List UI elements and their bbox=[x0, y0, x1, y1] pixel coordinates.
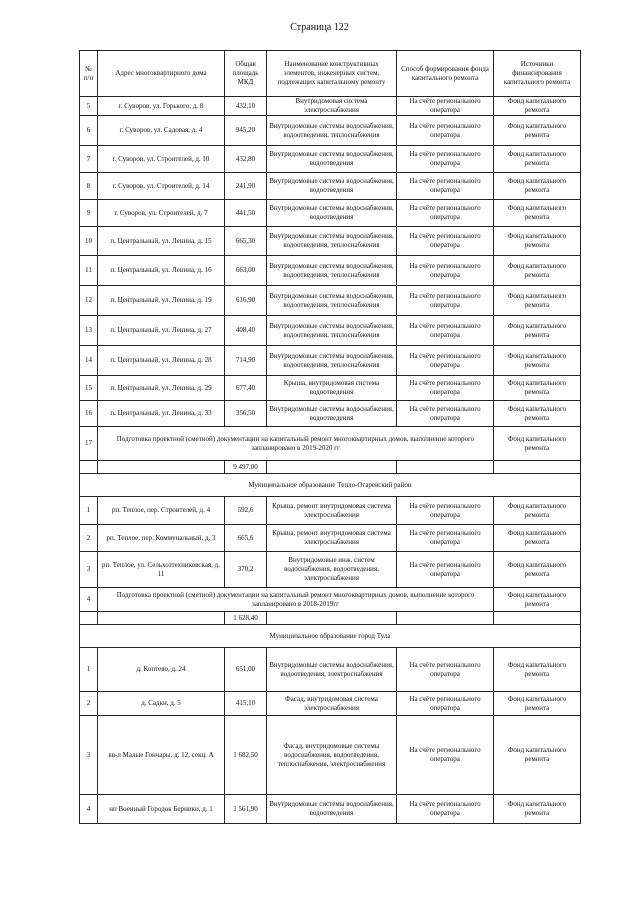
row-source: Фонд капитального ремонта bbox=[494, 588, 581, 612]
row-method: На счёте регионального оператора bbox=[397, 401, 494, 427]
table-row bbox=[80, 286, 581, 316]
row-works: Внутридомовые системы водоснабжения, водоотведения, электроснабжения bbox=[267, 648, 397, 692]
table-row bbox=[80, 648, 581, 692]
row-method: На счёте регионального оператора bbox=[397, 376, 494, 401]
header-works: Наименование конструктивных элементов, инженерных систем, подлежащих капитальному ремонту bbox=[267, 51, 397, 97]
row-address: п. Центральный, ул. Ленина, д. 28 bbox=[98, 346, 225, 376]
row-source: Фонд капитального ремонта bbox=[494, 116, 581, 146]
page-title: Страница 122 bbox=[290, 22, 349, 33]
row-source: Фонд капитального ремонта bbox=[494, 256, 581, 286]
row-address: г. Суворов, ул. Строителей, д. 10 bbox=[98, 146, 225, 173]
row-address: п. Центральный, ул. Ленина, д. 15 bbox=[98, 227, 225, 256]
row-source: Фонд капитального ремонта bbox=[494, 227, 581, 256]
row-area: 665,30 bbox=[225, 227, 267, 256]
row-address: д. Садки, д. 5 bbox=[98, 692, 225, 716]
row-works: Внутридомовые системы водоснабжения, водоотведения bbox=[267, 401, 397, 427]
row-number: 1 bbox=[80, 648, 98, 692]
row-source: Фонд капитального ремонта bbox=[494, 552, 581, 588]
table-row bbox=[80, 346, 581, 376]
row-number: 2 bbox=[80, 525, 98, 552]
row-works: Внутридомовые системы водоснабжения, водоотведения bbox=[267, 146, 397, 173]
table-row bbox=[80, 552, 581, 588]
table-row bbox=[80, 146, 581, 173]
row-method: На счёте регионального оператора bbox=[397, 116, 494, 146]
row-number: 16 bbox=[80, 401, 98, 427]
design-docs-text: Подготовка проектной (сметной) документации на капитальный ремонт многоквартирных домов, выполнение которого запланировано в 2018-2019гг bbox=[98, 588, 494, 612]
table-row bbox=[80, 716, 581, 795]
row-number: 10 bbox=[80, 227, 98, 256]
header-area: Общая площадь МКД bbox=[225, 51, 267, 97]
row-works: Внутридомовые системы водоснабжения, водоотведения bbox=[267, 200, 397, 227]
row-number: 7 bbox=[80, 146, 98, 173]
table-row bbox=[80, 795, 581, 824]
section3-heading bbox=[80, 625, 581, 648]
row-area: 592,6 bbox=[225, 497, 267, 525]
table-row bbox=[80, 97, 581, 116]
row-address: г. Суворов, ул. Строителей, д. 14 bbox=[98, 173, 225, 200]
row-area: 415,10 bbox=[225, 692, 267, 716]
total-empty bbox=[494, 461, 581, 474]
row-area: 616,90 bbox=[225, 286, 267, 316]
row-source: Фонд капитального ремонта bbox=[494, 692, 581, 716]
row-works: Фасад, внутридомовая система электроснабжения bbox=[267, 692, 397, 716]
header-source: Источники финансирования капитального ремонта bbox=[494, 51, 581, 97]
block1-body bbox=[80, 97, 581, 427]
total-empty bbox=[397, 461, 494, 474]
table-row bbox=[80, 525, 581, 552]
total-empty bbox=[98, 612, 225, 625]
section2-heading bbox=[80, 474, 581, 497]
row-source: Фонд капитального ремонта bbox=[494, 200, 581, 227]
row-source: Фонд капитального ремонта bbox=[494, 376, 581, 401]
row-area: 370,2 bbox=[225, 552, 267, 588]
section2-footer bbox=[80, 588, 581, 625]
row-number: 4 bbox=[80, 795, 98, 824]
header-number: № п/п bbox=[80, 51, 98, 97]
table-header-row bbox=[80, 51, 581, 97]
row-method: На счёте регионального оператора bbox=[397, 795, 494, 824]
row-address: нп Военный Городок Берники, д. 1 bbox=[98, 795, 225, 824]
row-area: 714,90 bbox=[225, 346, 267, 376]
row-area: 651,00 bbox=[225, 648, 267, 692]
row-source: Фонд капитального ремонта bbox=[494, 525, 581, 552]
row-number: 3 bbox=[80, 716, 98, 795]
row-address: п. Центральный, ул. Ленина, д. 33 bbox=[98, 401, 225, 427]
row-works: Внутридомовые инж. систем водоснабжения, водоотведения, электроснабжения bbox=[267, 552, 397, 588]
row-source: Фонд капитального ремонта bbox=[494, 146, 581, 173]
row-area: 677,40 bbox=[225, 376, 267, 401]
row-method: На счёте регионального оператора bbox=[397, 97, 494, 116]
row-number: 3 bbox=[80, 552, 98, 588]
row-number: 5 bbox=[80, 97, 98, 116]
row-area: 945,20 bbox=[225, 116, 267, 146]
row-address: г. Суворов, ул. Горького, д. 8 bbox=[98, 97, 225, 116]
row-works: Внутридомовые системы водоснабжения, водоотведения bbox=[267, 795, 397, 824]
total-row bbox=[80, 612, 581, 625]
row-method: На счёте регионального оператора bbox=[397, 173, 494, 200]
row-number: 17 bbox=[80, 427, 98, 461]
block1-footer bbox=[80, 427, 581, 474]
row-number: 12 bbox=[80, 286, 98, 316]
section-header-row bbox=[80, 625, 581, 648]
table-row bbox=[80, 173, 581, 200]
total-empty bbox=[80, 612, 98, 625]
row-address: п. Центральный, ул. Ленина, д. 16 bbox=[98, 256, 225, 286]
total-empty bbox=[494, 612, 581, 625]
capital-repair-table bbox=[79, 50, 581, 824]
table-row bbox=[80, 497, 581, 525]
row-source: Фонд капитального ремонта bbox=[494, 173, 581, 200]
row-method: На счёте регионального оператора bbox=[397, 146, 494, 173]
total-empty bbox=[267, 612, 397, 625]
section-title: Муниципальное образование город Тула bbox=[80, 625, 581, 648]
row-works: Внутридомовые системы водоснабжения, водоотведения bbox=[267, 173, 397, 200]
total-value: 1 628,40 bbox=[225, 612, 267, 625]
row-number: 8 bbox=[80, 173, 98, 200]
row-method: На счёте регионального оператора bbox=[397, 497, 494, 525]
row-works: Фасад, внутридомовые системы водоснабжения, водоотведения, теплоснабжения, электроснабжения bbox=[267, 716, 397, 795]
row-number: 11 bbox=[80, 256, 98, 286]
design-docs-row bbox=[80, 588, 581, 612]
table-row bbox=[80, 401, 581, 427]
header-address: Адрес многоквартирного дома bbox=[98, 51, 225, 97]
row-works: Внутридомовые системы водоснабжения, водоотведения, теплоснабжения bbox=[267, 346, 397, 376]
row-works: Внутридомовые системы водоснабжения, водоотведения, теплоснабжения bbox=[267, 256, 397, 286]
row-works: Внутридомовые системы водоснабжения, водоотведения, теплоснабжения bbox=[267, 286, 397, 316]
header-method: Способ формирования фонда капитального ремонта bbox=[397, 51, 494, 97]
row-method: На счёте регионального оператора bbox=[397, 716, 494, 795]
row-address: рп. Теплое, ул. Сельхозтехниковская, д. 11 bbox=[98, 552, 225, 588]
row-number: 9 bbox=[80, 200, 98, 227]
row-address: кв-л Малые Гончары, д. 12, секц. А bbox=[98, 716, 225, 795]
row-method: На счёте регионального оператора bbox=[397, 227, 494, 256]
table-row bbox=[80, 116, 581, 146]
row-works: Крыша, ремонт внутридомовая система электроснабжения bbox=[267, 525, 397, 552]
row-area: 241,90 bbox=[225, 173, 267, 200]
row-method: На счёте регионального оператора bbox=[397, 316, 494, 346]
table-row bbox=[80, 227, 581, 256]
row-number: 13 bbox=[80, 316, 98, 346]
section3-body bbox=[80, 648, 581, 824]
design-docs-row bbox=[80, 427, 581, 461]
row-address: п. Центральный, ул. Ленина, д. 29 bbox=[98, 376, 225, 401]
row-source: Фонд капитального ремонта bbox=[494, 427, 581, 461]
row-source: Фонд капитального ремонта bbox=[494, 795, 581, 824]
row-source: Фонд капитального ремонта bbox=[494, 286, 581, 316]
row-address: п. Центральный, ул. Ленина, д. 27 bbox=[98, 316, 225, 346]
row-area: 1 682,50 bbox=[225, 716, 267, 795]
row-number: 1 bbox=[80, 497, 98, 525]
row-area: 432,10 bbox=[225, 97, 267, 116]
total-value: 9 497,00 bbox=[225, 461, 267, 474]
table-row bbox=[80, 376, 581, 401]
row-method: На счёте регионального оператора bbox=[397, 200, 494, 227]
row-source: Фонд капитального ремонта bbox=[494, 401, 581, 427]
row-method: На счёте регионального оператора bbox=[397, 525, 494, 552]
table-row bbox=[80, 316, 581, 346]
row-method: На счёте регионального оператора bbox=[397, 648, 494, 692]
total-row bbox=[80, 461, 581, 474]
section-header-row bbox=[80, 474, 581, 497]
row-works: Внутридомовые системы водоснабжения, водоотведения, теплоснабжения bbox=[267, 227, 397, 256]
row-area: 665,6 bbox=[225, 525, 267, 552]
row-source: Фонд капитального ремонта bbox=[494, 648, 581, 692]
total-empty bbox=[98, 461, 225, 474]
row-source: Фонд капитального ремонта bbox=[494, 97, 581, 116]
section2-body bbox=[80, 497, 581, 588]
row-number: 14 bbox=[80, 346, 98, 376]
row-address: рп. Теплое, пер. Коммунальный, д. 3 bbox=[98, 525, 225, 552]
row-works: Крыша, внутридомовая система водоотведения bbox=[267, 376, 397, 401]
row-number: 15 bbox=[80, 376, 98, 401]
row-number: 4 bbox=[80, 588, 98, 612]
row-number: 6 bbox=[80, 116, 98, 146]
row-method: На счёте регионального оператора bbox=[397, 256, 494, 286]
row-area: 356,50 bbox=[225, 401, 267, 427]
row-works: Внутридомовая система электроснабжения bbox=[267, 97, 397, 116]
row-number: 2 bbox=[80, 692, 98, 716]
total-empty bbox=[267, 461, 397, 474]
design-docs-text: Подготовка проектной (сметной) документации на капитальный ремонт многоквартирных домов, выполнение которого запланировано в 2019-2020 гг bbox=[98, 427, 494, 461]
row-address: д. Коптево, д. 24 bbox=[98, 648, 225, 692]
row-method: На счёте регионального оператора bbox=[397, 346, 494, 376]
table-row bbox=[80, 200, 581, 227]
row-area: 663,00 bbox=[225, 256, 267, 286]
row-area: 441,50 bbox=[225, 200, 267, 227]
row-address: рп. Теплое, пер. Строителей, д. 4 bbox=[98, 497, 225, 525]
total-empty bbox=[397, 612, 494, 625]
row-area: 432,80 bbox=[225, 146, 267, 173]
row-method: На счёте регионального оператора bbox=[397, 552, 494, 588]
table-row bbox=[80, 256, 581, 286]
row-source: Фонд капитального ремонта bbox=[494, 346, 581, 376]
row-method: На счёте регионального оператора bbox=[397, 692, 494, 716]
row-address: г. Суворов, ул. Садовая, д. 4 bbox=[98, 116, 225, 146]
row-source: Фонд капитального ремонта bbox=[494, 316, 581, 346]
row-works: Внутридомовые системы водоснабжения, водоотведения, теплоснабжения bbox=[267, 116, 397, 146]
row-address: п. Центральный, ул. Ленина, д. 19 bbox=[98, 286, 225, 316]
row-address: г. Суворов, ул. Строителей, д. 7 bbox=[98, 200, 225, 227]
row-source: Фонд капитального ремонта bbox=[494, 497, 581, 525]
row-method: На счёте регионального оператора bbox=[397, 286, 494, 316]
row-works: Крыша, ремонт внутридомовая система электроснабжения bbox=[267, 497, 397, 525]
row-area: 1 561,90 bbox=[225, 795, 267, 824]
row-works: Внутридомовые системы водоснабжения, водоотведения, теплоснабжения bbox=[267, 316, 397, 346]
section-title: Муниципальное образование Тепло-Огаревский район bbox=[80, 474, 581, 497]
row-source: Фонд капитального ремонта bbox=[494, 716, 581, 795]
total-empty bbox=[80, 461, 98, 474]
table-row bbox=[80, 692, 581, 716]
row-area: 408,40 bbox=[225, 316, 267, 346]
